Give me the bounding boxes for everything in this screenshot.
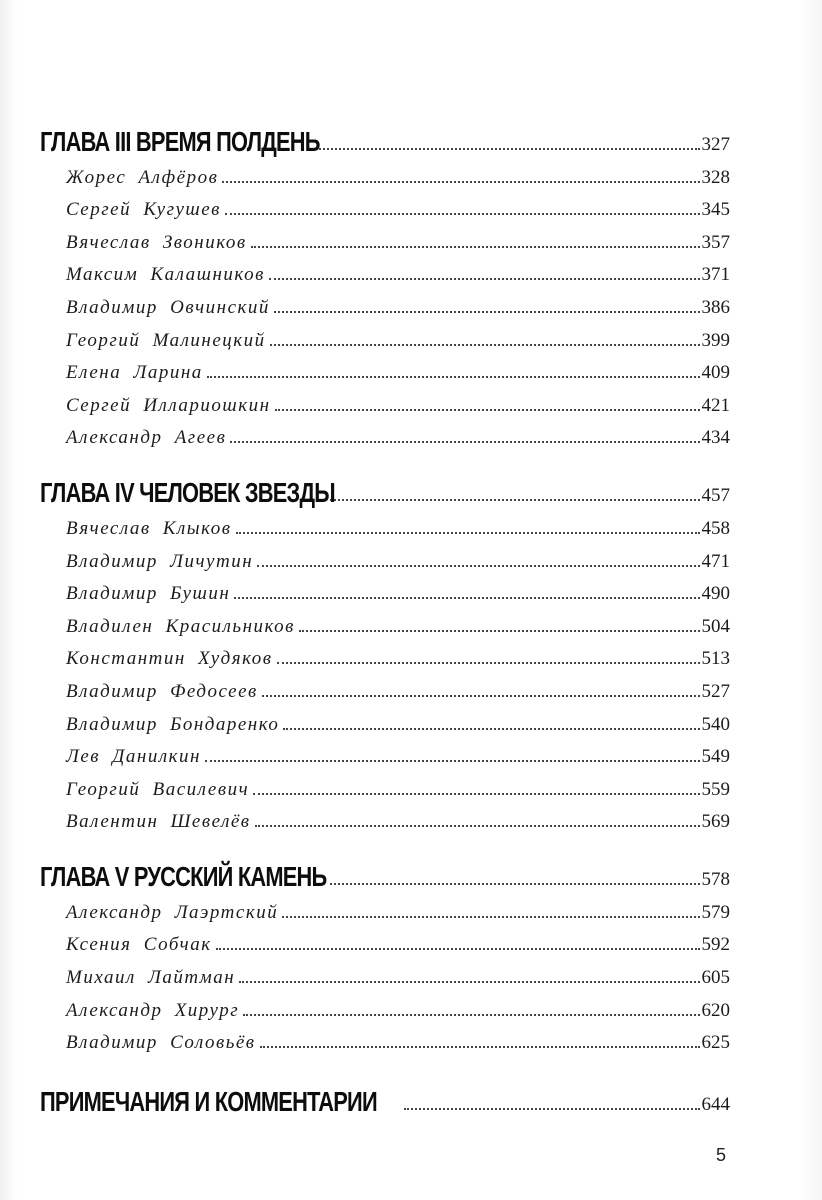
toc-entry	[40, 286, 730, 319]
entry-page: 345	[701, 199, 730, 221]
entry-page: 625	[701, 1032, 730, 1054]
toc-entry	[40, 573, 730, 606]
entry-page: 592	[701, 934, 730, 956]
entry-name: Вячеслав Клыков	[66, 517, 232, 539]
entry-name: Владимир Личутин	[66, 550, 254, 572]
dot-leader	[255, 825, 700, 827]
dot-leader	[205, 760, 700, 762]
entry-page: 458	[701, 517, 730, 539]
dot-leader	[299, 630, 700, 632]
entry-page: 569	[701, 811, 730, 833]
toc-entry	[40, 254, 730, 287]
dot-leader	[216, 948, 700, 950]
dot-leader	[275, 409, 700, 411]
toc-entry	[40, 768, 730, 801]
entry-name: Владимир Соловьёв	[66, 1032, 256, 1054]
dot-leader	[260, 1046, 700, 1048]
entry-name: Ксения Собчак	[66, 934, 212, 956]
toc-entry	[40, 703, 730, 736]
entry-name: Лев Данилкин	[66, 746, 201, 768]
toc-entry	[40, 605, 730, 638]
entry-name: Максим Калашников	[66, 264, 265, 286]
entry-page: 371	[701, 264, 730, 286]
entry-page: 540	[701, 713, 730, 735]
toc-entry	[40, 319, 730, 352]
dot-leader	[207, 376, 700, 378]
dot-leader	[234, 597, 699, 599]
entry-page: 409	[701, 362, 730, 384]
toc-entry	[40, 156, 730, 189]
entry-page: 620	[701, 999, 730, 1021]
dot-leader	[270, 344, 700, 346]
entry-page: 328	[701, 166, 730, 188]
entry-name: Михаил Лайтман	[66, 967, 236, 989]
table-of-contents	[40, 120, 730, 1116]
entry-name: Александр Агеев	[66, 427, 227, 449]
dot-leader	[257, 565, 699, 567]
entry-page: 386	[701, 296, 730, 318]
entry-name: Александр Лаэртский	[66, 901, 279, 923]
entry-name: Елена Ларина	[66, 362, 203, 384]
dot-leader	[282, 916, 699, 918]
entry-page: 559	[701, 778, 730, 800]
toc-entry	[40, 1022, 730, 1055]
toc-entry	[40, 736, 730, 769]
toc-entry	[40, 989, 730, 1022]
dot-leader	[236, 532, 700, 534]
dot-leader	[330, 883, 700, 885]
toc-entry	[40, 638, 730, 671]
dot-leader	[222, 181, 699, 183]
dot-leader	[230, 441, 699, 443]
entry-page: 527	[701, 680, 730, 702]
section-gap	[40, 833, 730, 855]
toc-entry	[40, 221, 730, 254]
entry-name: Владилен Красильников	[66, 615, 295, 637]
dot-leader	[262, 695, 700, 697]
dot-leader	[283, 728, 699, 730]
entry-name: Георгий Малинецкий	[66, 329, 266, 351]
toc-entry	[40, 670, 730, 703]
entry-name: Владимир Овчинский	[66, 296, 270, 318]
chapter-heading	[40, 1080, 730, 1116]
entry-name: Вячеслав Звоников	[66, 231, 247, 253]
chapter-page: 457	[701, 485, 730, 507]
dot-leader	[243, 1014, 699, 1016]
dot-leader	[225, 213, 700, 215]
toc-entry	[40, 352, 730, 385]
entry-name: Сергей Иллариошкин	[66, 394, 271, 416]
entry-page: 357	[701, 231, 730, 253]
dot-leader	[251, 246, 700, 248]
entry-page: 490	[701, 583, 730, 605]
dot-leader	[274, 311, 700, 313]
entry-page: 513	[701, 648, 730, 670]
entry-page: 605	[701, 967, 730, 989]
entry-page: 434	[701, 427, 730, 449]
entry-name: Георгий Василевич	[66, 778, 250, 800]
entry-page: 504	[701, 615, 730, 637]
toc-entry	[40, 384, 730, 417]
chapter-page: 327	[701, 134, 730, 155]
chapter-heading	[40, 855, 730, 891]
dot-leader	[253, 793, 699, 795]
entry-name: Владимир Федосеев	[66, 680, 258, 702]
chapter-title: ГЛАВА III ВРЕМЯ ПОЛДЕНЬ	[40, 126, 320, 157]
entry-page: 549	[701, 746, 730, 768]
dot-leader	[330, 499, 700, 501]
toc-entry	[40, 801, 730, 834]
toc-entry	[40, 540, 730, 573]
entry-page: 579	[701, 901, 730, 923]
chapter-title: ПРИМЕЧАНИЯ И КОММЕНТАРИИ	[40, 1086, 377, 1118]
toc-entry	[40, 417, 730, 450]
entry-name: Александр Хирург	[66, 999, 240, 1021]
toc-entry	[40, 924, 730, 957]
section-gap	[40, 1054, 730, 1080]
chapter-heading	[40, 471, 730, 507]
toc-entry	[40, 891, 730, 924]
dot-leader	[316, 148, 700, 150]
dot-leader	[239, 981, 699, 983]
chapter-page: 644	[701, 1094, 730, 1116]
entry-name: Константин Худяков	[66, 648, 273, 670]
chapter-title: ГЛАВА IV ЧЕЛОВЕК ЗВЕЗДЫ	[40, 477, 335, 509]
entry-name: Жорес Алфёров	[66, 166, 219, 188]
entry-page: 399	[701, 329, 730, 351]
dot-leader	[277, 662, 700, 664]
toc-entry	[40, 956, 730, 989]
chapter-title: ГЛАВА V РУССКИЙ КАМЕНЬ	[40, 861, 327, 893]
chapter-heading	[40, 120, 730, 156]
entry-name: Владимир Бондаренко	[66, 713, 280, 735]
entry-name: Владимир Бушин	[66, 583, 231, 605]
dot-leader	[269, 278, 700, 280]
entry-page: 421	[701, 394, 730, 416]
entry-name: Валентин Шевелёв	[66, 811, 251, 833]
entry-page: 471	[701, 550, 730, 572]
page-number: 5	[716, 1145, 727, 1165]
chapter-page: 578	[701, 869, 730, 891]
section-gap	[40, 449, 730, 471]
toc-entry	[40, 189, 730, 222]
toc-entry	[40, 507, 730, 540]
dot-leader	[404, 1108, 700, 1110]
entry-name: Сергей Кугушев	[66, 199, 221, 221]
